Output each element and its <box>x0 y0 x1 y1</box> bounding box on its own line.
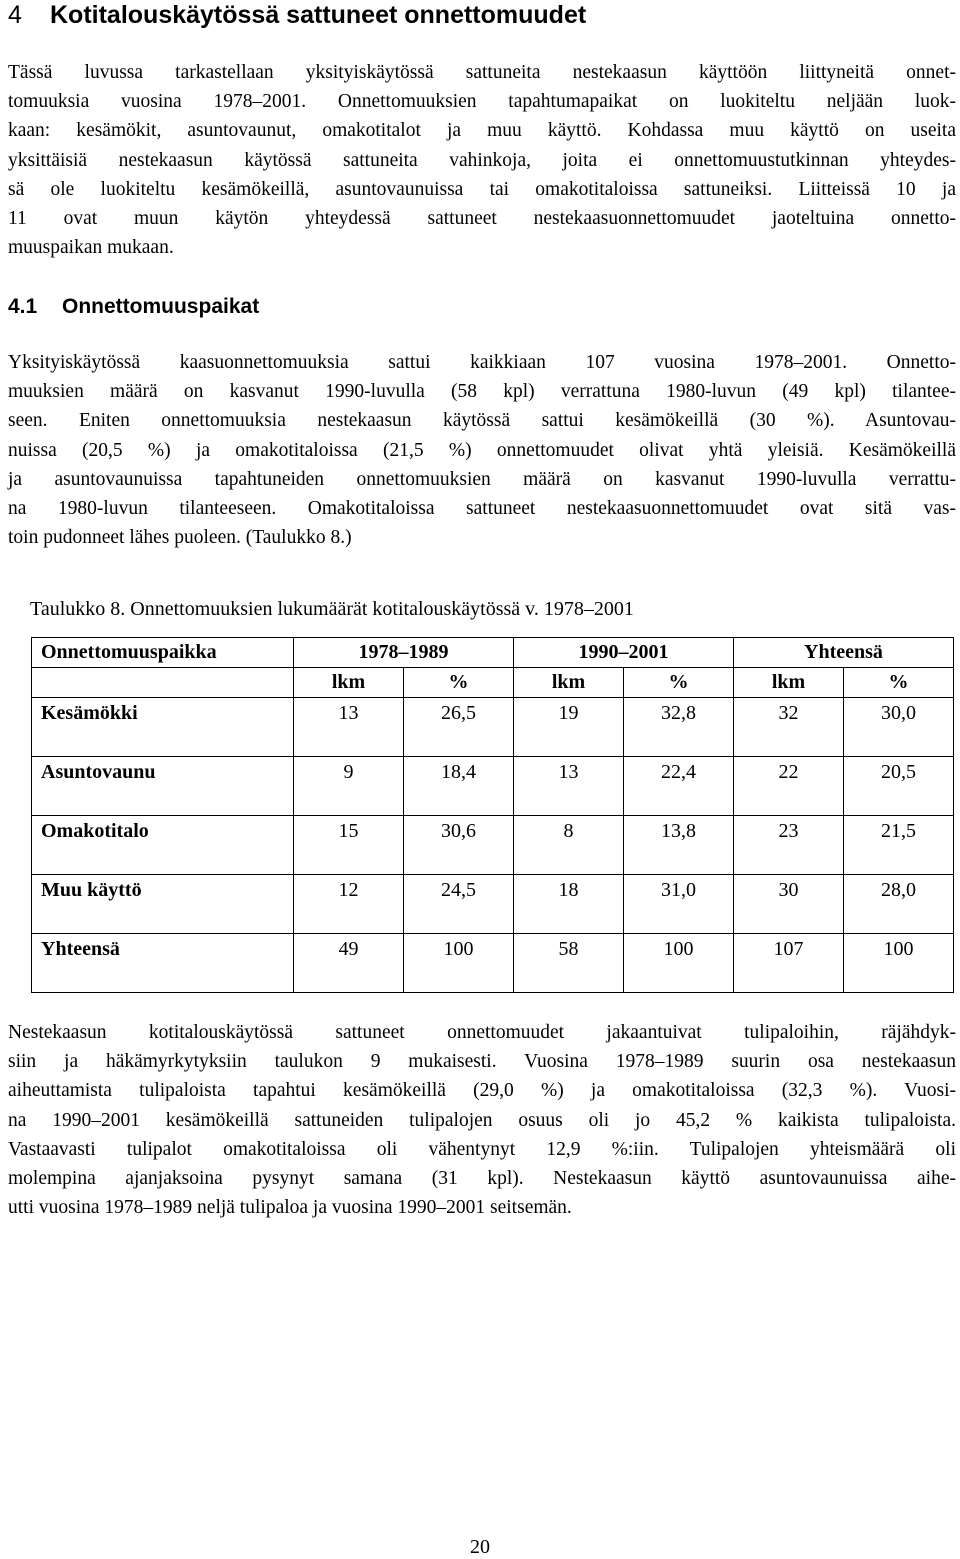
intro-paragraph <box>8 58 956 262</box>
table-cell: 22 <box>734 757 844 816</box>
paragraph-line: Yksityiskäytössä kaasuonnettomuuksia sattui kaikkiaan 107 vuosina 1978–2001. Onnetto- <box>8 352 956 373</box>
paragraph-line: kaan: kesämökit, asuntovaunut, omakotitalot ja muu käyttö. Kohdassa muu käyttö on useita <box>8 120 956 142</box>
paragraph-line: 11 ovat muun käytön yhteydessä sattuneet nestekaasuonnettomuudet jaoteltuina onnetto- <box>8 208 956 230</box>
paragraph-line: molempina ajanjaksoina pysynyt samana (31 kpl). Nestekaasun käyttö asuntovaunuissa aihe- <box>8 1168 956 1190</box>
table-row <box>32 816 954 875</box>
row-label: Kesämökki <box>32 698 294 757</box>
paragraph-line: Vastaavasti tulipalot omakotitaloissa oli vähentynyt 12,9 %:iin. Tulipalojen yhteismäärä oli <box>8 1138 956 1160</box>
table-cell: 19 <box>514 698 624 757</box>
table-cell: 100 <box>624 934 734 993</box>
table-cell: 18,4 <box>404 757 514 816</box>
subheader-empty <box>32 668 294 698</box>
paragraph-line: ja asuntovaunuissa tapahtuneiden onnettomuuksien määrä on kasvanut 1990-luvulla verrattu- <box>8 468 956 490</box>
table-cell: 30,0 <box>844 698 954 757</box>
paragraph-line: Nestekaasun kotitalouskäytössä sattuneet onnettomuudet jakaantuivat tulipaloihin, räjähdyk- <box>8 1022 956 1043</box>
table-cell: 9 <box>294 757 404 816</box>
table-cell: 100 <box>844 934 954 993</box>
paragraph-line: sä ole luokiteltu kesämökeillä, asuntovaunuissa tai omakotitaloissa sattuneiksi. Liitteissä 10 ja <box>8 178 956 200</box>
table-header-row <box>32 638 954 668</box>
table-cell: 8 <box>514 816 624 875</box>
paragraph-line: muuspaikan mukaan. <box>8 237 174 259</box>
paragraph-line: yksittäisiä nestekaasun käytössä sattuneita vahinkoja, joita ei onnettomuustutkinnan yhteydes- <box>8 149 956 171</box>
table-cell: 31,0 <box>624 875 734 934</box>
table-row <box>32 757 954 816</box>
table-cell: 15 <box>294 816 404 875</box>
table-cell: 107 <box>734 934 844 993</box>
chapter-heading <box>8 0 586 30</box>
section-heading <box>8 293 259 321</box>
row-label: Omakotitalo <box>32 816 294 875</box>
subheader-cell: % <box>624 668 734 698</box>
table-cell: 24,5 <box>404 875 514 934</box>
table-cell: 22,4 <box>624 757 734 816</box>
paragraph-line: nuissa (20,5 %) ja omakotitaloissa (21,5 %) onnettomuudet olivat yhtä yleisiä. Kesämökeillä <box>8 439 956 461</box>
row-label: Asuntovaunu <box>32 757 294 816</box>
table-cell: 58 <box>514 934 624 993</box>
table-cell: 49 <box>294 934 404 993</box>
table-cell: 32 <box>734 698 844 757</box>
table-cell: 30,6 <box>404 816 514 875</box>
table-cell: 21,5 <box>844 816 954 875</box>
chapter-title: Kotitalouskäytössä sattuneet onnettomuudet <box>50 1 587 29</box>
table-cell: 100 <box>404 934 514 993</box>
table-cell: 23 <box>734 816 844 875</box>
table-cell: 18 <box>514 875 624 934</box>
table-row <box>32 698 954 757</box>
section-paragraph <box>8 348 956 552</box>
table-cell: 30 <box>734 875 844 934</box>
table-row <box>32 875 954 934</box>
header-period: Yhteensä <box>734 638 954 668</box>
subheader-cell: lkm <box>514 668 624 698</box>
paragraph-line: aiheuttamista tulipaloista tapahtui kesämökeillä (29,0 %) ja omakotitaloissa (32,3 %). Vuosi- <box>8 1080 956 1102</box>
subheader-cell: % <box>404 668 514 698</box>
row-label: Muu käyttö <box>32 875 294 934</box>
subheader-cell: lkm <box>294 668 404 698</box>
table-row <box>32 934 954 993</box>
paragraph-line: utti vuosina 1978–1989 neljä tulipaloa ja vuosina 1990–2001 seitsemän. <box>8 1197 572 1219</box>
chapter-number: 4 <box>8 1 22 29</box>
closing-paragraph <box>8 1018 956 1222</box>
table-subheader-row <box>32 668 954 698</box>
subheader-cell: lkm <box>734 668 844 698</box>
paragraph-line: toin pudonneet lähes puoleen. (Taulukko 8.) <box>8 527 352 549</box>
page-number: 20 <box>470 1536 490 1558</box>
paragraph-line: Tässä luvussa tarkastellaan yksityiskäytössä sattuneita nestekaasun käyttöön liittyneitä onnet- <box>8 62 956 83</box>
accidents-table <box>31 637 954 993</box>
table-cell: 13,8 <box>624 816 734 875</box>
table-cell: 26,5 <box>404 698 514 757</box>
table-cell: 13 <box>514 757 624 816</box>
row-label: Yhteensä <box>32 934 294 993</box>
paragraph-line: siin ja häkämyrkytyksiin taulukon 9 mukaisesti. Vuosina 1978–1989 suurin osa nestekaasun <box>8 1051 956 1073</box>
paragraph-line: seen. Eniten onnettomuuksia nestekaasun käytössä sattui kesämökeillä (30 %). Asuntovau- <box>8 410 956 432</box>
header-period: 1978–1989 <box>294 638 514 668</box>
section-number: 4.1 <box>8 295 38 318</box>
table-cell: 28,0 <box>844 875 954 934</box>
table-cell: 20,5 <box>844 757 954 816</box>
paragraph-line: na 1980-luvun tilanteeseen. Omakotitaloissa sattuneet nestekaasuonnettomuudet ovat sitä vas- <box>8 498 956 520</box>
table-cell: 32,8 <box>624 698 734 757</box>
paragraph-line: na 1990–2001 kesämökeillä sattuneiden tulipalojen osuus oli jo 45,2 % kaikista tulipaloista. <box>8 1109 956 1131</box>
paragraph-line: tomuuksia vuosina 1978–2001. Onnettomuuksien tapahtumapaikat on luokiteltu neljään luok- <box>8 91 956 113</box>
header-period: 1990–2001 <box>514 638 734 668</box>
section-title: Onnettomuuspaikat <box>62 295 260 318</box>
table-caption: Taulukko 8. Onnettomuuksien lukumäärät kotitalouskäytössä v. 1978–2001 <box>30 598 634 620</box>
table-cell: 12 <box>294 875 404 934</box>
paragraph-line: muuksien määrä on kasvanut 1990-luvulla (58 kpl) verrattuna 1980-luvun (49 kpl) tilantee- <box>8 381 956 403</box>
table-cell: 13 <box>294 698 404 757</box>
header-place: Onnettomuuspaikka <box>32 638 294 668</box>
subheader-cell: % <box>844 668 954 698</box>
